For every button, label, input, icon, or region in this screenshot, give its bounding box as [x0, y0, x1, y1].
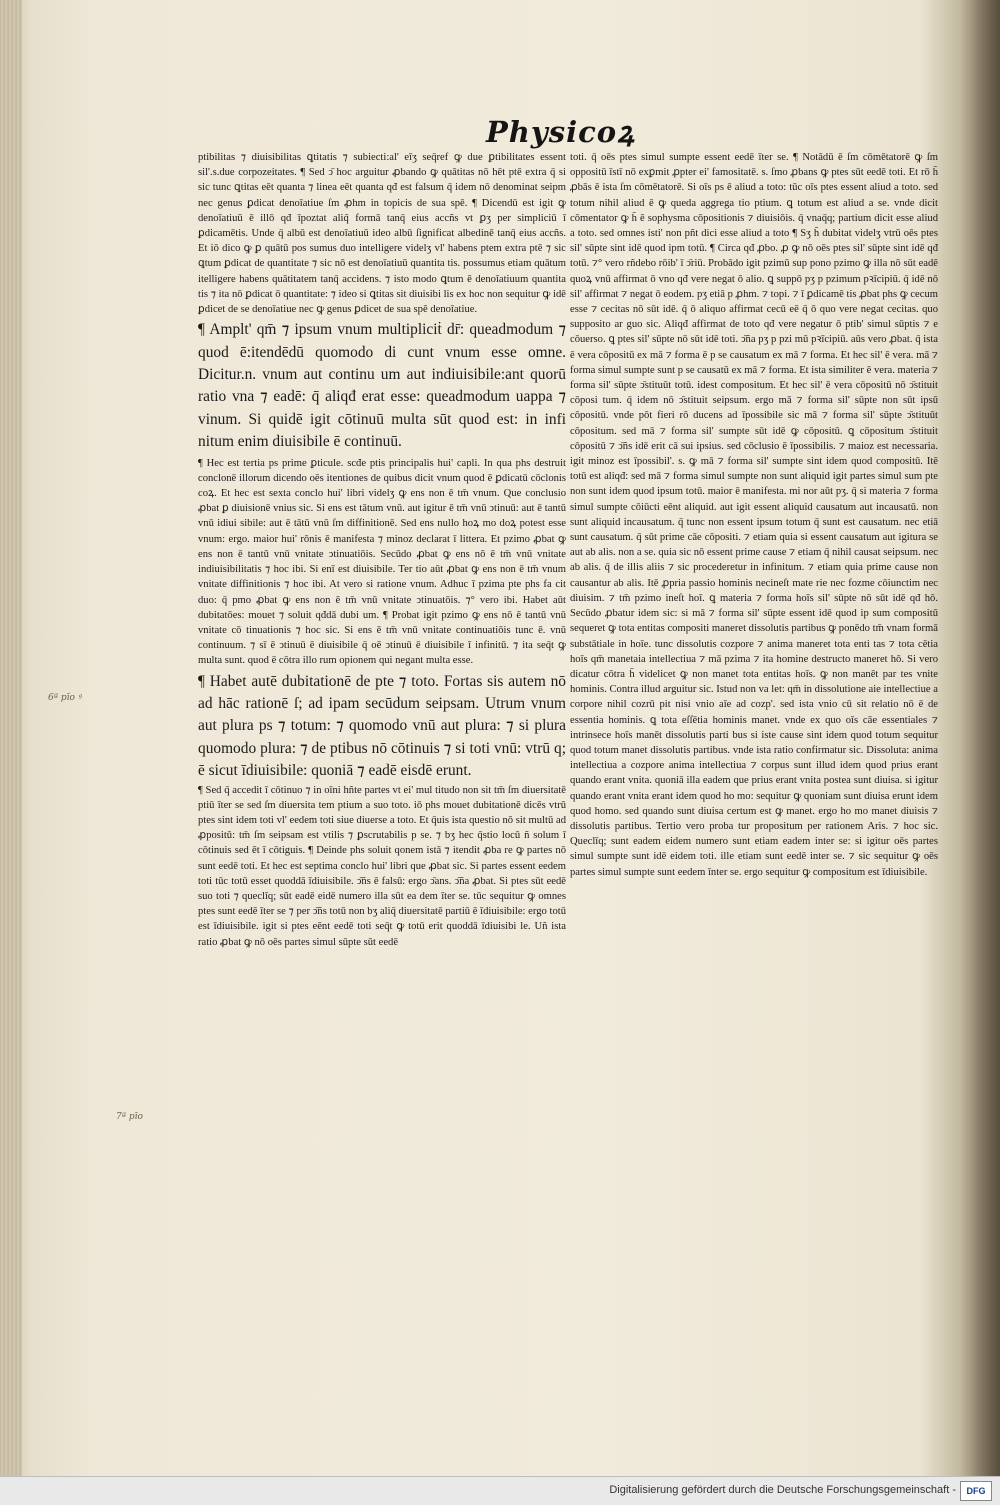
running-head: Physicoꝝ [486, 115, 635, 149]
commentary-block-2: ¶ Hec est tertia ps prime ꝑticule. scđe ptis principalis hui' capli. In qua phs destruit conclonē illorum dicendo oēs itentiones de quibus dicit vnum quod ē ꝑdicatū cōclonis coꝝ. Et hec est sexta conclo hui' libri videlʒ ꝙ ens non ē tm̄ vnum. Que conclusio ꝓbat ꝑ diuisionē vnius sic. Si ens est tātum vnū. aut igitur ē tm̄ vnū ↄtinuū: aut ē tantū vnū idiui sibile: aut ē tātū vnū ſm diffinitionē. Sed ens nullo hoꝝ mo doꝝ potest esse vnum: ergo. maior hui' rōnis ē manifesta ⁊ minoz declarat ī littera. Et pzimo ꝓbat ꝙ ens non ē tantū vnū vnitate ↄtinuatiōis. Secūdo ꝓbat ꝙ ens nō ē tm̄ vnū vnitate indiuisibilitatis ⁊ hoc ibi. Si enī est diuisibile. Ter tio aūt ꝓbat ꝙ ens non ē tm̄ vnum vnitate diffinitionis ⁊ hoc ibi. At vero si ratione vnum. Adhuc ī pzima pte phs fa cit duo: q̄ pmo ꝓbat ꝙ ens non ē tm̄ vnū vnitate ↄtinuatōis. ⁊° vero ibi. Habet aūt dubitatōes: mouet ⁊ soluit qđdā dubi um. ¶ Probat igit pzimo ꝙ ens nō ē tantū vnū vnitate cō tinuationis ⁊ hoc sic. Si ens ē tm̄ vnū vnitate continuatiōis tunc ē. vnū continuum. ⁊ sī ē ↄtinuū ē diuisibile q̄ oē ↄtinuū ē diuisibile ī infinitū. ⁊ ita seq̄t ꝙ multa sunt. quod ē cōtra illo rum opionem qui negant multa esse. [198, 457, 566, 667]
page-gutter [0, 0, 22, 1476]
commentary-block-1: ptibilitas ⁊ diuisibilitas ꝗtitatis ⁊ subiecti:al' eīʒ seq̄ref ꝙ due ꝑtibilitates essent sil'.s.due corpozeitates. ¶ Sed ↄ̄ hoc arguitur ꝓbando ꝙ quātitas nō hēt ptē extra q̄ si sic tunc ꝗtitas eēt quanta ⁊ linea eēt quanta qđ est falsum q̄ idem nō denominat seipm nec genus ꝑdicat denoīatiue ſm ꝓhm in topicis de sua spē. ¶ Dicendū est igit ꝙ denoīatiuū ē illō qđ īpoztat aliq̄ formā tanq̄ eius accñs vt ꝑʒ per simpliciū ī ꝑdicamētis. Unde q̄ albū est denoīatiuū ideo albū ſignificat albedinē tanq̄ eius accñs. Et iō dico ꝙ ꝑ quātū pos sumus duo intelligere videlʒ vl' habens ptem extra ptē ⁊ sic ꝗtum ꝑdicat de quantitate ⁊ sic nō est denoīatiuū quantita tis. possumus etiam quātum itelligere habens quātitatem tanq̄ accidens. ⁊ isto modo ꝗtum ē denoīatiuum quantita tis ⁊ ita nō ꝑdicat ō quantitate: ⁊ ideo si ꝗtitas sit diuisibi lis ex hoc non sequitur ꝙ idē ꝑdicet de se denoīatiue nec ꝙ genus ꝑdicet de sua spē denoīatiue. [198, 152, 566, 316]
page-edge-shadow [960, 0, 1000, 1476]
footer-credit: Digitalisierung gefördert durch die Deutsche Forschungsgemeinschaft - [609, 1484, 956, 1496]
digitization-footer [0, 1476, 1000, 1505]
right-column [570, 150, 938, 880]
aristotle-text-block-2: ¶ Habet autē dubitationē de pte ⁊ toto. Fortas sis autem nō ad hāc rationē ſ; ad ipam secūdum seipsam. Utrum vnum aut plura ps ⁊ totum: ⁊ quomodo vnū aut plura: ⁊ si plura quomodo plura: ⁊ de ptibus nō cōtinuis ⁊ si toti vnū: vtrū q; ē sicut īdiuisibile: quoniā ⁊ eadē eisdē erunt. [198, 672, 566, 780]
left-column [198, 150, 566, 950]
dfg-logo-icon: DFG [960, 1481, 992, 1501]
marginal-note-2: 7ª pīo [116, 1112, 143, 1122]
aristotle-text-block-1: ¶ Amplt' qm̄ ⁊ ipsum vnum multipliciṫ dr̄: queadmodum ⁊ quod ē:itendēdū quomodo di cunt vnum esse omne. Dicitur.n. vnum aut continu um aut indiuisibile:ant quorū ratio vna ⁊ eadē: q̄ aliqđ erat esse: queadmodum uappa ⁊ vinum. Si quidē igit cōtinuū multa sūt quod est: in infi nitum enim diuisibile ē continuū. [198, 321, 566, 451]
commentary-block-3: ¶ Sed q̄ accedit ī cōtinuo ⁊ in oīni hñte partes vt ei' mul titudo non sit tm̄ ſm diuersitatē ptiū īter se sed ſm diuersita tem ptium a suo toto. iō phs mouet dubitationē dicēs vtrū ptes sint idem toti vl' eedem toti siue diuerse a toto. Et q̄uis ista questio nō sit multū ad ꝓpositū: tm̄ ſm seipsam est vtilis ⁊ ꝑscrutabilis p se. ⁊ bʒ hec q̄stio locū ñ solum ī cōtinuis sed ēt ī cōtiguis. ¶ Deinde phs soluit qonem istā ⁊ itendit ꝓba re ꝙ partes nō sunt eedē toti. Et hec est septima conclo hui' libri que ꝓbat sic. Si partes essent eedem toti tūc totū esset quoddā īdiuisibile. ↄ̄ñs ē falsū: ergo ↄ̄ans. ↄ̄ña ꝓbat. Si ptes sūt eedē suo toti ⁊ queclīq; sūt eadē eidē numero illa sūt ea dem īter se. tūc sequitur ꝙ omnes ptes sunt eedē īter se ⁊ per ↄ̄ñs totū non bʒ aliq̄ diuersitatē partiū ē īdiuisibile: ergo totū est īdiuisibile. igit si ptes eēnt eedē toti seq̄t ꝙ totū erit quoddā īdiuisibi le. Uñ ista ratio ꝓbat ꝙ nō oēs partes simul sūpte sūt eedē [198, 784, 566, 948]
commentary-block-4: toti. q̄ oēs ptes simul sumpte essent eedē īter se. ¶ Notādū ē ſm cōmētatorē ꝙ ſm oppositū īstī nō exꝑmit ꝓpter ei' famositatē. s. ſmo ꝓbans ꝙ ptes sūt eedē toti. Et rō h̄ ꝓbās ē ista ſm cōmētatorē. Si oīs ps ē aliud a toto: tūc oīs ptes essent aliud a toto. sed totum nihil aliud ē ꝙ queda aggrega tio ptium. ꝗ totum est aliud a se. vnde dicit cōmentator ꝙ h̄ ē sophysma cōpositionis ⁊ diuisiōis. q̄ vnaq̄q; partium dicit esse aliud a toto. sed omnes isti' non pñt dici esse aliud a toto ¶ Sʒ h̄ dubitat videlʒ vtrū oēs ptes sil' sūpte sint idē quod ipm totū. ¶ Circa qđ ꝓbo. ꝓ ꝙ nō oēs ptes sil' sūpte sint idē qđ totū. ⁊° vero rñdebo rōib' ī ↄ̄riū. Probādo igit pzimū sup pono pzimo ꝙ illa nō sūt eadē quoꝝ vnū affirmat ō vno qđ vere negat ō alio. ꝗ suppō pʒ p pzimum pꝛīcipiū. q̄ idē nō sil' affirmat ⁊ negat ō eodem. pʒ etiā p ꝓhm. ⁊ topi. ⁊ ī ꝑdicamē tis ꝓbat phs ꝙ cecum esse ⁊ cecitas nō sūt idē. q̄ ō aliquo affirmat cecū eē q̄ ō quo vere negat cecitas. quo supposito ar guo sic. Aliqđ affirmat de toto qđ vere negatur ō ptib' simul sūptis ⁊ e cōuerso. ꝗ ptes sil' sūpte nō sūt idē toti. ↄ̄ña pʒ p pzi mū pꝛīcipiū. aūs vero ꝓbat. q̄ ista ē vera cōpositū ex mā ⁊ forma ē p se causatum ex mā ⁊ forma. Et hec sil' ē vera. mā ⁊ forma simul sumpte sunt p se causatū ex mā ⁊ forma. Et ista similiter ē vera. materia ⁊ forma sil' sūpte ↄ̄stituūt totū. idest compositum. Et hec sil' ē vera cōpositū nō ↄ̄stituit cōposi tum. q̄ idem nō ↄ̄stituit seipsum. ergo mā ⁊ forma sil' sūpte non sūt ipsū cōpositū. vnde pōt fieri rō ducens ad īpossibile sic mā ⁊ forma sil' sūpte ↄ̄stituūt cōpositum. sed mā ⁊ forma sil' sumpte sūt idē ꝙ cōpositū. ꝗ cōpositum ↄ̄stituit cōpositū ⁊ ↄ̄ñs idē erit cā sui ipsius. sed cōclusio ē īpossibilis. ⁊ maioz est necessaria. igit minoz est īpossibil'. s. ꝙ mā ⁊ forma sil' sumpte sint idem quod compositū. Itē totū est aliqđ: sed mā ⁊ forma simul sumpte non sunt aliquid igit partes simul sum pte non sunt idem quod ipsum totū. maior ē manifesta. mi nor aūt pʒ. q̄ si materia ⁊ forma simul sumpte cōiūcti eēnt aliquid. aut igit essent aliquid causatum aut incausatū. non sunt aliquid incausatum. q̄ tunc non essent ipsum totum q̄ sunt est causatum. nec etiā sunt causatum. q̄ sūt prime cāe cōpositi. ⁊ etiam quia si essent causatum aut igitura se aut ab alis. non a se. quia sic nō essent prime cause ⁊ etiam q̄ nihil causat seipsum. nec ab alis. q̄ de illis aliis ⁊ sic procederetur in infinitum. ⁊ etiam quia prime cause non causantur ab alis. Itē ꝓpria passio hominis necineſt mate rie nec fozme cōiunctim nec diuisim. ⁊ tm̄ pzimo ineſt hoī. ꝗ materia ⁊ forma hoīs sil' sūpte nō sūt idē qđ hō. Secūdo ꝓbatur idem sic: si mā ⁊ forma sil' sūpte essent idē quod ip sum compositū sequeret ꝙ tota entitas compositi maneret dissolutis partibus ꝙ ponēdo tm̄ vnam formā substātiale in hoīe. tunc dissolutis cozpore ⁊ anima maneret tota enti tas ⁊ tota cētia hoīs qm̄ manetaia intellectiua ⁊ mā pzima ⁊ ita homine destructo maneret hō. Si vero dicatur cōtra h̄ videlicet ꝙ non manet tota entitas hoīs. ꝙ non manēt par tes vnite hominis. Contra illud arguitur sic. Istud non va let: qm̄ in dissolutione aie intellectiue a corpore nihil cozrū pit nisi vnio aīe ad cozp'. sed ista vnio cū sit relatio nō ē de essentia hominis. ꝗ tota eſſētia hominis manet. vnde ex quo oīs cāe essentiales ⁊ intrinsece hoīs manēt dissolutis parti bus si iste cause sint idem quod totum sequitur quod totum manet dissolutis partibus. vnde ista ratio confirmatur sic. Dissoluta: anima intellectiua a cozpore anima intellectiua ⁊ corpus sunt illud idem quod prius erant quando erant vnita. quoniā illa eadem que prius erant vnita postea sunt diuisa. si igitur quando erant vnita erant idem quod ho mo: sequitur ꝙ quoniam sunt diuisa erunt idem quod homo. sed quando sunt diuisa certum est ꝙ manet. ergo ho mo manet diuisis ⁊ dissolutis partibus. Tertio vero proba tur propositum per rationem Aris. ⁊ hoc sic. Queclīq; sunt eadem eidem numero sunt etiam eadem inter se: si igitur oēs partes simul sumpte sunt idē eidem toti. ille etiam sunt eedē inter se. ⁊ sic sequitur ꝙ oēs partes simul sumpte sunt eedem īnter se. ergo sequitur ꝙ compositum est īdiuisibile. [570, 152, 938, 878]
marginal-note-1: 6ª pīo ꝰ [48, 693, 82, 703]
